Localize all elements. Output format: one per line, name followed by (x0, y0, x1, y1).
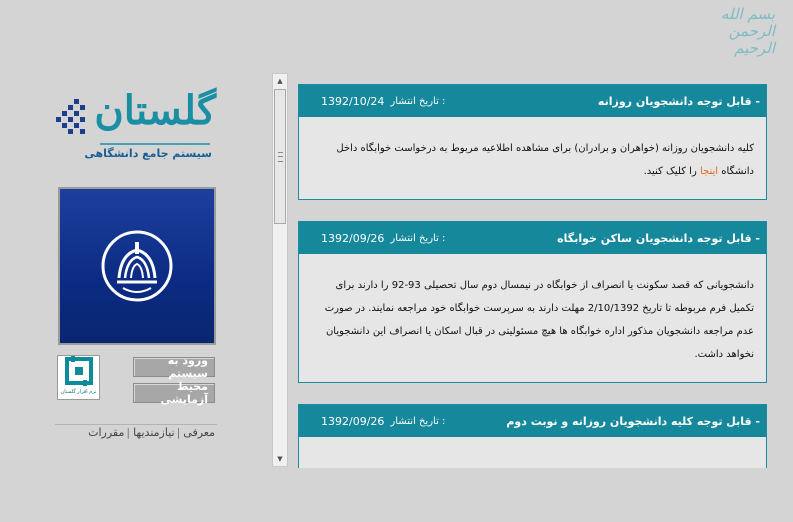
news-link[interactable]: اینجا (699, 166, 719, 177)
golestan-software-icon (64, 356, 94, 388)
test-environment-button[interactable]: محیط آزمایشی (133, 383, 215, 403)
small-logo-caption: نرم افزار گلستان (60, 389, 97, 395)
news-body (299, 117, 766, 199)
news-body-text: کلیه دانشجویان روزانه (خواهران و برادران) برای مشاهده اطلاعیه مربوط به درخواست خوابگاه داخل دانشگاه (336, 143, 754, 177)
scrollbar-grip-icon (278, 152, 283, 162)
footer-links (55, 424, 217, 442)
logo-name: گلستان (94, 87, 216, 134)
news-date-label: تاریخ انتشار : (390, 95, 446, 107)
link-regulations[interactable]: مقررات (88, 426, 125, 439)
basmala-line: الرحمن (728, 22, 775, 40)
news-body-text: را کلیک کنید. (643, 166, 700, 177)
scroll-down-arrow-icon[interactable]: ▼ (277, 455, 283, 463)
news-date: 1392/10/24 (321, 94, 385, 108)
news-date-group (321, 232, 445, 245)
golestan-software-logo (57, 355, 100, 400)
login-button[interactable]: ورود به سیستم (133, 357, 215, 377)
link-separator: | (176, 426, 182, 439)
news-title: - قابل توجه دانشجویان ساکن خوابگاه (557, 231, 760, 245)
link-separator: | (126, 426, 132, 439)
news-date-label: تاریخ انتشار : (390, 232, 446, 244)
news-item (298, 84, 767, 200)
basmala-calligraphy (699, 6, 775, 62)
golestan-logo (56, 85, 220, 175)
news-header (299, 222, 766, 254)
news-body (299, 437, 766, 468)
link-requirements[interactable]: نیازمندیها (133, 426, 175, 439)
link-introduction[interactable]: معرفی (183, 426, 215, 439)
news-date: 1392/09/26 (321, 414, 385, 428)
news-header (299, 85, 766, 117)
news-date-label: تاریخ انتشار : (390, 415, 446, 427)
basmala-line: بسم الله (720, 5, 775, 23)
news-date-group (321, 95, 445, 108)
news-item (298, 404, 767, 468)
news-title: - قابل توجه کلیه دانشجویان روزانه و نوبت دوم (506, 414, 760, 428)
news-item (298, 221, 767, 383)
news-body: دانشجویانی که قصد سکونت یا انصراف از خوابگاه در نیمسال دوم سال تحصیلی 93-92 را دارند برای تکمیل فرم مربوطه تا تاریخ 2/10/1392 مهلت دارند به سرپرست خوابگاه خود مراجعه نمایند. در صورت عدم مراجعه دانشجویان مذکور اداره خوابگاه ها هیچ مسئولیتی در قبال اسکان یا انصراف این دانشجویان نخواهد داشت. (324, 280, 754, 360)
logo-subtitle: سیستم جامع دانشگاهی (84, 147, 212, 160)
news-title: - قابل توجه دانشجویان روزانه (597, 94, 760, 108)
news-list (298, 84, 767, 468)
news-date-group (321, 415, 445, 428)
university-emblem-icon (97, 226, 177, 306)
news-header (299, 405, 766, 437)
scroll-up-arrow-icon[interactable]: ▲ (277, 77, 283, 85)
university-emblem-box (58, 187, 216, 345)
news-date: 1392/09/26 (321, 231, 385, 245)
news-scrollbar[interactable] (272, 73, 288, 467)
basmala-line: الرحیم (734, 39, 775, 57)
scrollbar-thumb[interactable] (274, 89, 286, 224)
